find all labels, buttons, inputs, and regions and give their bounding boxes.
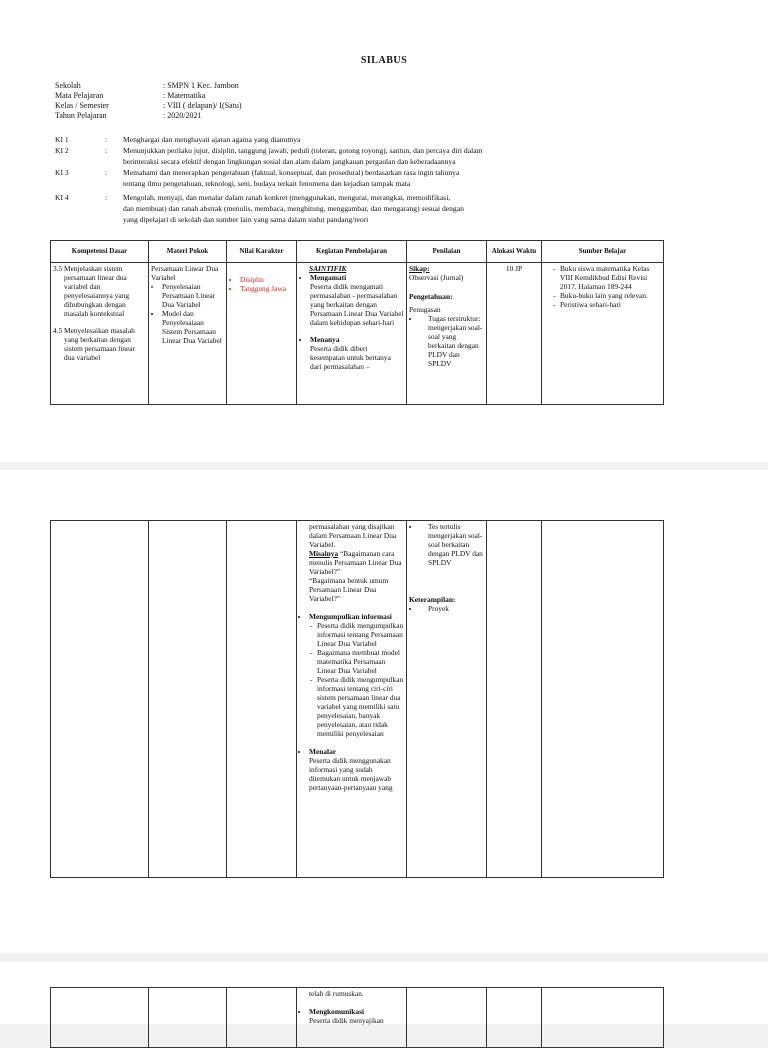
identity-key: Sekolah — [55, 81, 81, 90]
cell-penilaian — [407, 521, 487, 878]
pengetahuan-label: Pengetahuan: — [409, 292, 453, 301]
penilaian-item: • Tes tertulis mengerjakan soal-soal berkaitan dengan PLDV dan SPLDV — [420, 522, 484, 567]
ki-separator: : — [105, 135, 108, 144]
cell-kompetensi-dasar — [51, 988, 149, 1048]
ki-text: Menghargai dan menghayati ajaran agama yang dianutnya — [123, 135, 301, 144]
kd-item: 3.5 Menjelaskan sistem persamaan linear dua variabel dan penyelesaiannya yang dihubungkan dengan masalah kontekstual — [53, 264, 130, 318]
document-page-3 — [0, 962, 768, 1024]
header-kegiatan-pembelajaran: Kegiatan Pembelajaran — [297, 241, 407, 263]
cell-sumber-belajar — [542, 263, 664, 405]
keterampilan-item: • Proyek — [420, 604, 484, 613]
cell-materi-pokok — [149, 988, 227, 1048]
ki-label: KI 2 — [55, 146, 69, 155]
document-page-2 — [0, 470, 768, 953]
mengumpulkan-item: - Bagaimana membuat model matematika Persamaan Linear Dua Variabel — [317, 648, 404, 675]
page-title: SILABUS — [360, 55, 408, 66]
syllabus-table-continued — [50, 987, 664, 1048]
cell-materi-pokok — [149, 521, 227, 878]
ki-label: KI 3 — [55, 168, 69, 177]
misalnya-label: Misalnya — [309, 549, 339, 558]
cell-sumber-belajar — [542, 521, 664, 878]
mengumpulkan-item: - Peserta didik mengumpulkan informasi tentang ciri-ciri sistem persamaan linear dua variabel yang memiliki satu penyelesaian, banyak penyelesaian, atau tidak memiliki penyelesaian — [317, 675, 404, 738]
ki-separator: : — [105, 146, 108, 155]
ki-text: Menunjukkan perilaku jujur, disiplin, tanggung jawab, peduli (toleran, gotong royong), santun, dan percaya diri dalam — [123, 146, 483, 155]
cell-kompetensi-dasar — [51, 263, 149, 405]
misalnya-question: “Bagaimana bentuk umum Persamaan Linear Dua Variabel?” — [309, 576, 389, 603]
cell-kegiatan-pembelajaran — [297, 988, 407, 1048]
pengetahuan-item: • Tugas terstruktur: mengerjakan soal-soal yang berkaitan dengan PLDV dan SPLDV — [420, 314, 484, 368]
cell-sumber-belajar — [542, 988, 664, 1048]
karakter-item: • Disiplin — [240, 275, 294, 284]
sikap-label: Sikap: — [409, 264, 430, 273]
mengumpulkan-label: Mengumpulkan informasi — [309, 612, 392, 621]
identity-key: Mata Pelajaran — [55, 91, 104, 100]
cell-alokasi-waktu — [487, 988, 542, 1048]
cont-text: telah di rumuskan. — [309, 989, 364, 998]
kd-item: 4.5 Menyelesaikan masalah yang berkaitan dengan sistem persamaan linear dua variabel — [53, 326, 136, 362]
sumber-item: - Buku-buku lain yang relevan. — [560, 291, 661, 300]
sumber-item: - Buku siswa matematika Kelas VIII Kemdikbud Edisi Revisi 2017. Halaman 189-244 — [560, 264, 661, 291]
mengamati-label: Mengamati — [310, 273, 347, 282]
mengkomunikasi-label: Mengkomunikasi — [309, 1007, 365, 1016]
header-materi-pokok: Materi Pokok — [149, 241, 227, 263]
pengetahuan-text: Penugasan — [409, 305, 441, 314]
cell-nilai-karakter — [227, 521, 297, 878]
sumber-item: - Peristiwa sehari-hari — [560, 300, 661, 309]
menanya-label: Menanya — [310, 335, 340, 344]
cell-alokasi-waktu: 10 JP — [487, 263, 542, 405]
identity-value: : 2020/2021 — [163, 111, 202, 120]
cell-kompetensi-dasar — [51, 521, 149, 878]
header-alokasi-waktu: Alokasi Waktu — [487, 241, 542, 263]
cell-alokasi-waktu — [487, 521, 542, 878]
sikap-text: Observasi (Jurnal) — [409, 273, 464, 282]
header-penilaian: Penilaian — [407, 241, 487, 263]
identity-value: : Matematika — [163, 91, 206, 100]
cell-materi-pokok — [149, 263, 227, 405]
document-page-1 — [0, 0, 768, 462]
karakter-item: • Tanggung Jawa — [240, 284, 294, 293]
header-sumber-belajar: Sumber Belajar — [542, 241, 664, 263]
ki-text: berinteraksi secara efektif dengan lingkungan sosial dan alam dalam jangkauan pergaulan dan keberadaannya — [123, 156, 456, 166]
materi-bullet: • Penyelesaian Persamaan Linear Dua Variabel — [162, 282, 224, 309]
misalnya-question: “Bagaimanan cara menulis Persamaan Linear Dua Variabel?” — [309, 549, 402, 576]
cell-nilai-karakter — [227, 263, 297, 405]
keterampilan-label: Keterampilan: — [409, 595, 456, 604]
identity-key: Kelas / Semester — [55, 101, 109, 110]
cell-kegiatan-pembelajaran — [297, 263, 407, 405]
ki-label: KI 1 — [55, 135, 69, 144]
header-kompetensi-dasar: Kompetensi Dasar — [51, 241, 149, 263]
menalar-text: Peserta didik menggunakan informasi yang sudah ditemukan untuk menjawab pertanyaan-pertanyaan yang — [309, 756, 393, 792]
mengamati-text: Peserta didik mengamati permasalahan - permasalahan yang berkaitan dengan Persamaan Linear Dua Variabel dalam kehidupan sehari-hari — [310, 282, 404, 327]
menanya-text: Peserta didik diberi kesempatan untuk bertanya dari permasalahan – — [310, 344, 391, 371]
ki-separator: : — [105, 168, 108, 177]
ki-text: Memahami dan menerapkan pengetahuan (faktual, konseptual, dan prosedural) berdasarkan rasa ingin tahunya — [123, 168, 460, 177]
identity-value: : SMPN 1 Kec. Jambon — [163, 81, 239, 90]
mengkomunikasi-text: Peserta didik menyajikan — [309, 1016, 384, 1025]
cont-text: permasalahan yang disajikan dalam Persamaan Linear Dua Variabel. — [309, 522, 397, 549]
cell-nilai-karakter — [227, 988, 297, 1048]
ki-text: yang dipelajari di sekolah dan sumber lain yang sama dalam sudut pandang/teori — [123, 214, 369, 224]
materi-bullet: • Model dan Penyelesaiaan Sistem Persamaan Linear Dua Variabel — [162, 309, 224, 345]
ki-text: tentang ilmu pengetahuan, teknologi, seni, budaya terkait fenomena dan kejadian tampak mata — [123, 178, 411, 188]
cell-kegiatan-pembelajaran — [297, 521, 407, 878]
ki-text: dan membuat) dan ranah abstrak (menulis, membaca, menghitung, menggambar, dan mengarang) sesuai dengan — [123, 203, 464, 213]
menalar-label: Menalar — [309, 747, 337, 756]
syllabus-table — [50, 240, 664, 405]
cell-penilaian — [407, 988, 487, 1048]
header-nilai-karakter: Nilai Karakter — [227, 241, 297, 263]
ki-separator: : — [105, 193, 108, 202]
mengumpulkan-item: - Peserta didik mengumpulkan informasi tentang Persamaan Linear Dua Variabel — [317, 621, 404, 648]
ki-text: Mengolah, menyaji, dan menalar dalam ranah konkret (menggunakan, mengurai, merangkai, memodifikasi, — [123, 193, 451, 202]
saintifik-heading: SAINTIFIK — [309, 264, 347, 273]
materi-title: Persamaan Linear Dua Variabel — [151, 264, 219, 282]
cell-penilaian — [407, 263, 487, 405]
identity-value: : VIII ( delapan)/ I(Satu) — [163, 101, 242, 110]
identity-key: Tahun Pelajaran — [55, 111, 107, 120]
ki-label: KI 4 — [55, 193, 69, 202]
syllabus-table-continued — [50, 520, 664, 878]
